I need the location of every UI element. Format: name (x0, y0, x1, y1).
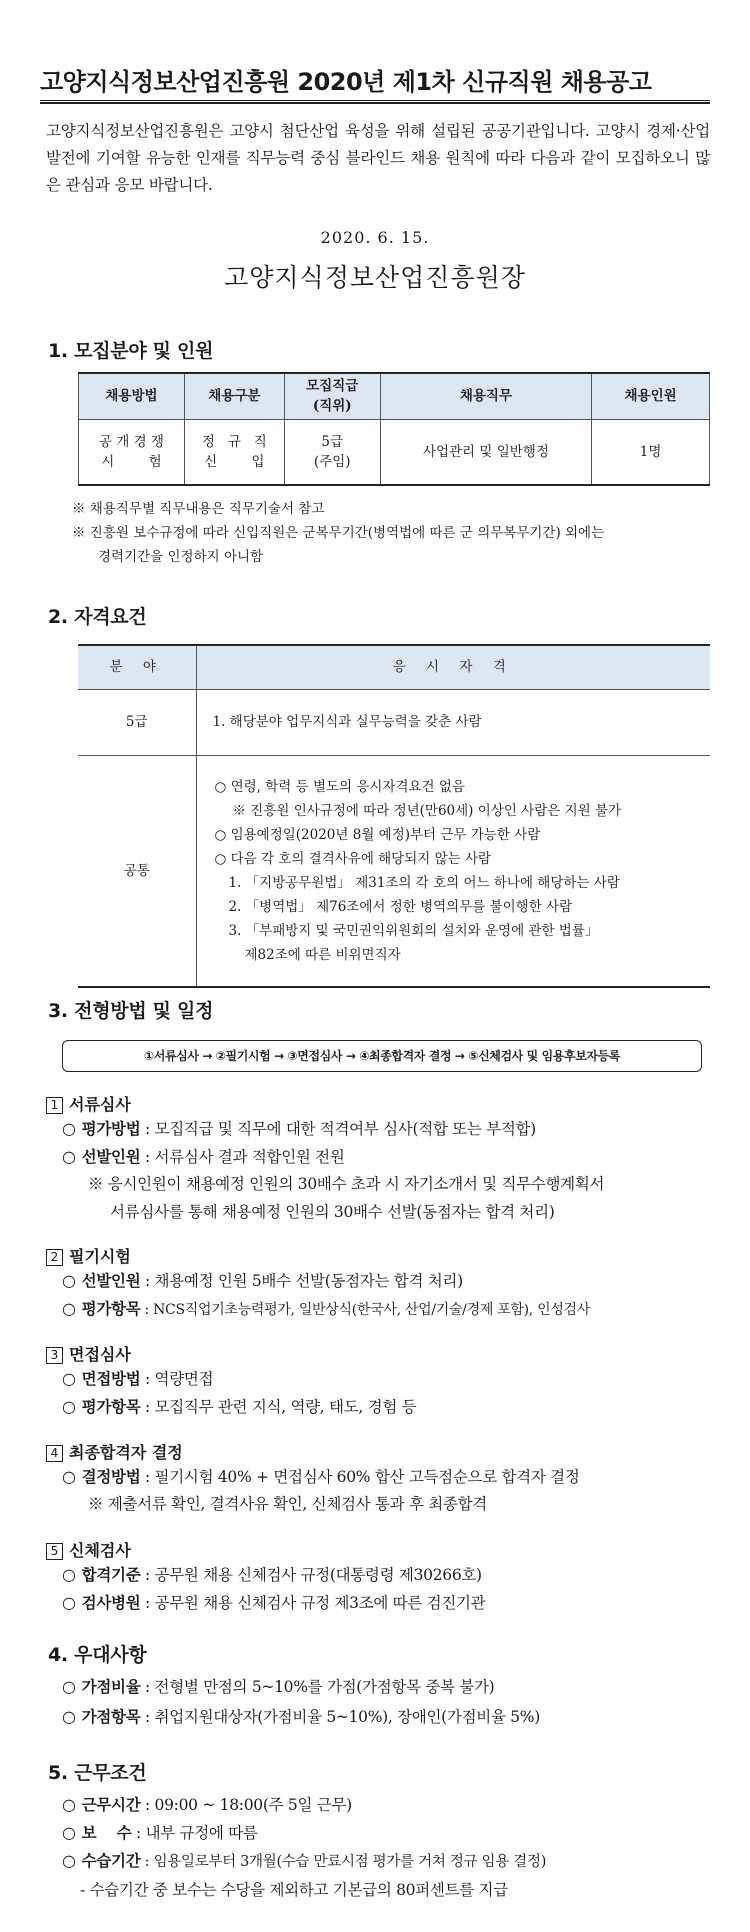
cell-qualification-common: ○ 연령, 학력 등 별도의 응시자격요건 없음 ※ 진흥원 인사규정에 따라 정년(만60세) 이상인 사람은 지원 불가 ○ 임용예정일(2020년 8월 예정)부터 근무 가능한 사람 ○ 다음 각 호의 결격사유에 해당되지 않는 사람 1. 「지방공무원법」 제31조의 각 호의 어느 하나에 해당하는 사람 2. 「병역법」 제76조에서 정한 병역의무를 불이행한 사람 3. 「부패방지 및 국민권익위원회의 설치와 운영에 관한 법률」 제82조에 따른 비위면직자 (196, 755, 710, 987)
step-1-item-1: ○ 평가방법 : 모집직급 및 직무에 대한 적격여부 심사(적합 또는 부적합) (62, 1119, 536, 1138)
condition-note: - 수습기간 중 보수는 수당을 제외하고 기본급의 80퍼센트를 지급 (80, 1881, 508, 1899)
note-salary: ※ 진흥원 보수규정에 따라 신입직원은 군복무기간(병역법에 따른 군 의무복무기간) 외에는 (72, 525, 605, 541)
preference-item-1: ○ 가점비율 : 전형별 만점의 5~10%를 가점(가점항목 중복 불가) (62, 1677, 495, 1696)
preference-item-2: ○ 가점항목 : 취업지원대상자(가점비율 5~10%), 장애인(가점비율 5%) (62, 1707, 540, 1726)
qualification-table (78, 644, 710, 988)
cell-field-common: 공통 (78, 755, 196, 987)
cell-field-grade5: 5급 (78, 689, 196, 755)
step-2-item-1: ○ 선발인원 : 채용예정 인원 5배수 선발(동점자는 합격 처리) (62, 1271, 463, 1290)
table-header-row (78, 645, 710, 689)
notice-date: 2020. 6. 15. (320, 228, 430, 247)
intro-paragraph: 고양지식정보산업진흥원은 고양시 첨단산업 육성을 위해 설립된 공공기관입니다. 고양시 경제·산업 발전에 기여할 유능한 인재를 직무능력 중심 블라인드 채용 원칙에 따라 다음과 같이 모집하오니 많은 관심과 응모 바랍니다. (46, 122, 710, 194)
condition-item-3: ○ 수습기간 : 임용일로부터 3개월(수습 만료시점 평가를 거쳐 정규 임용 결정) (62, 1851, 547, 1870)
table-row (78, 689, 710, 755)
condition-item-1: ○ 근무시간 : 09:00 ~ 18:00(주 5일 근무) (62, 1795, 352, 1814)
page-title: 고양지식정보산업진흥원 2020년 제1차 신규직원 채용공고 (40, 68, 652, 96)
cell-method: 공 개 경 쟁 시 험 (79, 419, 185, 485)
table-header-row (79, 373, 710, 419)
title-underline (40, 100, 710, 104)
step-1-item-2: ○ 선발인원 : 서류심사 결과 적합인원 전원 (62, 1147, 345, 1166)
section-3-heading: 3. 전형방법 및 일정 (48, 1000, 214, 1022)
header-count: 채용인원 (592, 373, 710, 419)
step-1-title: 1 서류심사 (46, 1092, 131, 1115)
recruitment-table (78, 372, 710, 486)
step-5-item-2: ○ 검사병원 : 공무원 채용 신체검사 규정 제3조에 따른 검진기관 (62, 1593, 486, 1612)
cell-qualification-grade5: 1. 해당분야 업무지식과 실무능력을 갖춘 사람 (196, 689, 710, 755)
header-method: 채용방법 (79, 373, 185, 419)
cell-count: 1명 (592, 419, 710, 485)
section-5-heading: 5. 근무조건 (48, 1762, 147, 1784)
step-1-note-2: 서류심사를 통해 채용예정 인원의 30배수 선발(동점자는 합격 처리) (110, 1203, 555, 1221)
header-duty: 채용직무 (380, 373, 592, 419)
cell-grade: 5급 (주임) (284, 419, 380, 485)
step-1-note-1: ※ 응시인원이 채용예정 인원의 30배수 초과 시 자기소개서 및 직무수행계획서 (88, 1175, 605, 1193)
header-field: 분 야 (78, 645, 196, 689)
note-duty: ※ 채용직무별 직무내용은 직무기술서 참고 (72, 501, 325, 517)
header-grade: 모집직급 (직위) (284, 373, 380, 419)
step-2-item-2: ○ 평가항목 : NCS직업기초능력평가, 일반상식(한국사, 산업/기술/경제 포함), 인성검사 (62, 1299, 591, 1318)
section-2-heading: 2. 자격요건 (48, 606, 147, 628)
step-3-title: 3 면접심사 (46, 1342, 131, 1365)
step-4-note: ※ 제출서류 확인, 결격사유 확인, 신체검사 통과 후 최종합격 (88, 1495, 487, 1513)
cell-type: 정 규 직 신 입 (184, 419, 284, 485)
table-row (78, 755, 710, 987)
section-1-heading: 1. 모집분야 및 인원 (48, 340, 214, 362)
header-qualification: 응 시 자 격 (196, 645, 710, 689)
note-salary-cont: 경력기간을 인정하지 아니함 (98, 549, 264, 565)
table-row (79, 419, 710, 485)
condition-item-2: ○ 보 수 : 내부 규정에 따름 (62, 1823, 258, 1842)
step-4-title: 4 최종합격자 결정 (46, 1440, 183, 1463)
header-type: 채용구분 (184, 373, 284, 419)
issuer-name: 고양지식정보산업진흥원장 (224, 263, 526, 292)
step-2-title: 2 필기시험 (46, 1244, 131, 1267)
section-4-heading: 4. 우대사항 (48, 1644, 147, 1666)
step-3-item-2: ○ 평가항목 : 모집직무 관련 지식, 역량, 태도, 경험 등 (62, 1397, 417, 1416)
step-4-item-1: ○ 결정방법 : 필기시험 40% + 면접심사 60% 합산 고득점순으로 합격자 결정 (62, 1467, 580, 1486)
step-5-title: 5 신체검사 (46, 1538, 131, 1561)
cell-duty: 사업관리 및 일반행정 (380, 419, 592, 485)
step-5-item-1: ○ 합격기준 : 공무원 채용 신체검사 규정(대통령령 제30266호) (62, 1565, 482, 1584)
selection-flow: ①서류심사 → ②필기시험 → ③면접심사 → ④최종합격자 결정 → ⑤신체검사 및 임용후보자등록 (62, 1040, 702, 1072)
step-3-item-1: ○ 면접방법 : 역량면접 (62, 1369, 214, 1388)
